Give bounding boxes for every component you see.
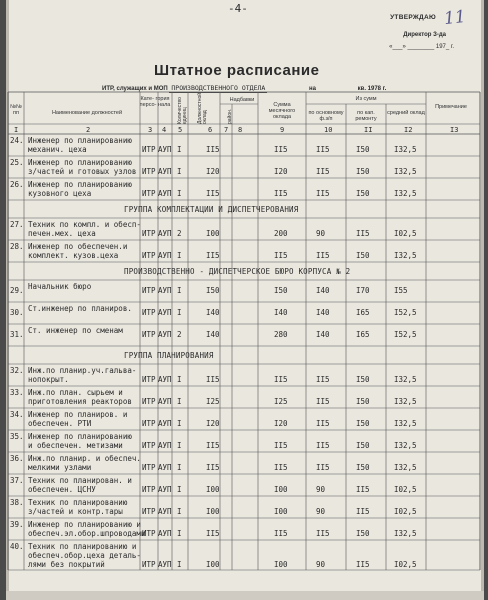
fund2-value: II5 bbox=[356, 485, 370, 494]
quantity-value: 2 bbox=[177, 229, 182, 238]
row-number: 29. bbox=[10, 286, 24, 295]
personnel-category: ИТР bbox=[142, 251, 156, 260]
personnel-subcategory: АУП bbox=[158, 145, 172, 154]
header-qty: Количество единиц bbox=[177, 97, 188, 124]
fund1-value: I40 bbox=[316, 308, 330, 317]
position-name-cont: обеспечен. РТИ bbox=[28, 419, 92, 428]
salary-value: I50 bbox=[206, 286, 220, 295]
position-name-cont: приготовления реакторов bbox=[28, 397, 132, 406]
salary-value: I40 bbox=[206, 308, 220, 317]
salary-value: II5 bbox=[206, 375, 220, 384]
fund2-value: I50 bbox=[356, 397, 370, 406]
fund2-value: I50 bbox=[356, 145, 370, 154]
position-name: Инж.по план. сырьем и bbox=[28, 388, 123, 397]
date-line: «___» ________ 197_ г. bbox=[389, 44, 454, 50]
fund2-value: I50 bbox=[356, 529, 370, 538]
monthly-sum-value: II5 bbox=[274, 463, 288, 472]
column-number: 10 bbox=[324, 126, 333, 134]
position-name: Ст.инженер по планиров. bbox=[28, 304, 132, 313]
personnel-category: ИТР bbox=[142, 529, 156, 538]
avg-salary-value: I32,5 bbox=[394, 463, 417, 472]
row-number: 39. bbox=[10, 520, 24, 529]
subtitle-year: кв. 1978 г. bbox=[357, 86, 387, 92]
monthly-sum-value: I40 bbox=[274, 308, 288, 317]
salary-value: I20 bbox=[206, 419, 220, 428]
fund1-value: 90 bbox=[316, 229, 326, 238]
fund2-value: II5 bbox=[356, 507, 370, 516]
header-allow-a: район. bbox=[227, 108, 233, 124]
fund1-value: II5 bbox=[316, 167, 330, 176]
position-name-cont: кузовного цеха bbox=[28, 189, 92, 198]
fund1-value: II5 bbox=[316, 251, 330, 260]
salary-value: I00 bbox=[206, 485, 220, 494]
monthly-sum-value: II5 bbox=[274, 189, 288, 198]
position-name: Ст. инженер по сменам bbox=[28, 326, 123, 335]
position-name-cont: механич. цеха bbox=[28, 145, 87, 154]
row-number: 32. bbox=[10, 366, 24, 375]
personnel-category: ИТР bbox=[142, 560, 156, 569]
fund2-value: I65 bbox=[356, 330, 370, 339]
fund1-value: 90 bbox=[316, 507, 326, 516]
fund1-value: II5 bbox=[316, 419, 330, 428]
avg-salary-value: I32,5 bbox=[394, 189, 417, 198]
position-name-cont: лями без покрытий bbox=[28, 560, 105, 569]
quantity-value: I bbox=[177, 308, 182, 317]
salary-value: II5 bbox=[206, 189, 220, 198]
quantity-value: I bbox=[177, 560, 182, 569]
page-number: -4- bbox=[228, 2, 248, 15]
monthly-sum-value: I00 bbox=[274, 507, 288, 516]
page-bottom-shadow bbox=[6, 591, 484, 600]
column-number: 8 bbox=[238, 126, 243, 134]
monthly-sum-value: I20 bbox=[274, 167, 288, 176]
salary-value: II5 bbox=[206, 441, 220, 450]
avg-salary-value: I32,5 bbox=[394, 145, 417, 154]
position-name-cont: обеспечен. ЦСНУ bbox=[28, 485, 96, 494]
monthly-sum-value: II5 bbox=[274, 529, 288, 538]
monthly-sum-value: II5 bbox=[274, 145, 288, 154]
avg-salary-value: I02,5 bbox=[394, 485, 417, 494]
header-salary: Должностной оклад bbox=[197, 92, 208, 124]
personnel-category: ИТР bbox=[142, 463, 156, 472]
column-number: 2 bbox=[86, 126, 91, 134]
quantity-value: I bbox=[177, 145, 182, 154]
section-heading: ГРУППА ПЛАНИРОВАНИЯ bbox=[124, 351, 214, 360]
header-from-funds: Из сумм bbox=[355, 96, 377, 102]
fund1-value: II5 bbox=[316, 189, 330, 198]
avg-salary-value: I32,5 bbox=[394, 375, 417, 384]
column-number: I3 bbox=[450, 126, 459, 134]
row-number: 28. bbox=[10, 242, 24, 251]
header-monthly-sum: Сумма месячного оклада bbox=[268, 102, 296, 120]
handwritten-page-number: 11 bbox=[443, 6, 467, 30]
position-name: Инж.по планир. и обеспеч. bbox=[28, 454, 141, 463]
fund2-value: I50 bbox=[356, 441, 370, 450]
avg-salary-value: I02,5 bbox=[394, 229, 417, 238]
salary-value: I00 bbox=[206, 229, 220, 238]
column-number: 9 bbox=[280, 126, 285, 134]
salary-value: II5 bbox=[206, 529, 220, 538]
salary-value: I40 bbox=[206, 330, 220, 339]
personnel-category: ИТР bbox=[142, 485, 156, 494]
monthly-sum-value: I25 bbox=[274, 397, 288, 406]
monthly-sum-value: I00 bbox=[274, 485, 288, 494]
department-name: ПРОИЗВОДСТВЕННОГО ОТДЕЛА bbox=[171, 84, 266, 92]
subtitle-prefix: ИТР, служащих и МОП bbox=[102, 86, 168, 92]
column-number: 4 bbox=[162, 126, 167, 134]
quantity-value: I bbox=[177, 375, 182, 384]
avg-salary-value: I32,5 bbox=[394, 397, 417, 406]
quantity-value: I bbox=[177, 397, 182, 406]
personnel-category: ИТР bbox=[142, 330, 156, 339]
position-name-cont: обеспеч.эл.обор.шпроводами bbox=[28, 529, 146, 538]
personnel-subcategory: АУП bbox=[158, 251, 172, 260]
position-name: Начальник бюро bbox=[28, 282, 92, 291]
fund2-value: I50 bbox=[356, 463, 370, 472]
personnel-subcategory: АУП bbox=[158, 189, 172, 198]
personnel-subcategory: АУП bbox=[158, 167, 172, 176]
monthly-sum-value: II5 bbox=[274, 251, 288, 260]
fund1-value: I40 bbox=[316, 286, 330, 295]
row-number: 33. bbox=[10, 388, 24, 397]
fund1-value: II5 bbox=[316, 463, 330, 472]
section-heading: ГРУППА КОМПЛЕКТАЦИИ И ДИСПЕТЧЕРОВАНИЯ bbox=[124, 205, 299, 214]
salary-value: II5 bbox=[206, 463, 220, 472]
fund2-value: I50 bbox=[356, 167, 370, 176]
salary-value: I00 bbox=[206, 507, 220, 516]
monthly-sum-value: II5 bbox=[274, 375, 288, 384]
salary-value: II5 bbox=[206, 251, 220, 260]
row-number: 34. bbox=[10, 410, 24, 419]
fund1-value: II5 bbox=[316, 375, 330, 384]
row-number: 24. bbox=[10, 136, 24, 145]
position-name: Техник по планированию bbox=[28, 498, 128, 507]
fund2-value: I50 bbox=[356, 375, 370, 384]
fund1-value: II5 bbox=[316, 145, 330, 154]
position-name-cont: обеспеч.обор.цеха деталь- bbox=[28, 551, 141, 560]
personnel-subcategory: АУП bbox=[158, 419, 172, 428]
fund1-value: II5 bbox=[316, 397, 330, 406]
fund2-value: I70 bbox=[356, 286, 370, 295]
personnel-subcategory: АУП bbox=[158, 330, 172, 339]
salary-value: I00 bbox=[206, 560, 220, 569]
monthly-sum-value: 280 bbox=[274, 330, 288, 339]
monthly-sum-value: I00 bbox=[274, 560, 288, 569]
position-name: Техник по планирован. и bbox=[28, 476, 132, 485]
header-note: Примечание bbox=[435, 104, 467, 110]
personnel-category: ИТР bbox=[142, 145, 156, 154]
column-number: I2 bbox=[404, 126, 413, 134]
quantity-value: I bbox=[177, 189, 182, 198]
row-number: 26. bbox=[10, 180, 24, 189]
quantity-value: I bbox=[177, 419, 182, 428]
personnel-subcategory: АУП bbox=[158, 441, 172, 450]
row-number: 38. bbox=[10, 498, 24, 507]
row-number: 36. bbox=[10, 454, 24, 463]
director-line: Директор З-да bbox=[403, 32, 446, 38]
fund2-value: II5 bbox=[356, 229, 370, 238]
personnel-subcategory: АУП bbox=[158, 507, 172, 516]
quantity-value: I bbox=[177, 529, 182, 538]
header-name: Наименование должностей bbox=[51, 110, 123, 116]
position-name: Техник по планированию и bbox=[28, 542, 137, 551]
personnel-subcategory: АУП bbox=[158, 286, 172, 295]
position-name: Инженер по обеспечен.и bbox=[28, 242, 128, 251]
header-category: Кате- гория персо- нала bbox=[139, 96, 171, 108]
row-number: 30. bbox=[10, 308, 24, 317]
row-number: 31. bbox=[10, 330, 24, 339]
quantity-value: I bbox=[177, 286, 182, 295]
avg-salary-value: I32,5 bbox=[394, 251, 417, 260]
position-name: Инженер по планированию и bbox=[28, 520, 141, 529]
quantity-value: I bbox=[177, 251, 182, 260]
avg-salary-value: I02,5 bbox=[394, 560, 417, 569]
position-name-cont: з/частей и готовых узлов bbox=[28, 167, 137, 176]
position-name-cont: мелкими узлами bbox=[28, 463, 92, 472]
avg-salary-value: I52,5 bbox=[394, 308, 417, 317]
monthly-sum-value: I20 bbox=[274, 419, 288, 428]
section-heading: ПРОИЗВОДСТВЕННО - ДИСПЕТЧЕРСКОЕ БЮРО КОРПУСА № 2 bbox=[124, 267, 351, 276]
header-num: №№ пп bbox=[10, 104, 22, 116]
quantity-value: I bbox=[177, 463, 182, 472]
position-name: Инженер по планированию bbox=[28, 180, 132, 189]
personnel-category: ИТР bbox=[142, 419, 156, 428]
fund1-value: 90 bbox=[316, 560, 326, 569]
column-number: 7 bbox=[224, 126, 229, 134]
avg-salary-value: I55 bbox=[394, 286, 408, 295]
column-number: 3 bbox=[148, 126, 153, 134]
avg-salary-value: I02,5 bbox=[394, 507, 417, 516]
fund2-value: I65 bbox=[356, 308, 370, 317]
fund1-value: I40 bbox=[316, 330, 330, 339]
fund1-value: 90 bbox=[316, 485, 326, 494]
position-name: Инженер по планированию bbox=[28, 432, 132, 441]
personnel-subcategory: АУП bbox=[158, 397, 172, 406]
personnel-category: ИТР bbox=[142, 189, 156, 198]
quantity-value: I bbox=[177, 441, 182, 450]
position-name-cont: з/частей и контр.тары bbox=[28, 507, 123, 516]
header-allowances: Надбавки bbox=[229, 97, 255, 103]
personnel-subcategory: АУП bbox=[158, 463, 172, 472]
personnel-category: ИТР bbox=[142, 167, 156, 176]
personnel-subcategory: АУП bbox=[158, 308, 172, 317]
personnel-category: ИТР bbox=[142, 507, 156, 516]
row-number: 25. bbox=[10, 158, 24, 167]
salary-value: I25 bbox=[206, 397, 220, 406]
column-number: II bbox=[364, 126, 373, 134]
row-number: 27. bbox=[10, 220, 24, 229]
personnel-category: ИТР bbox=[142, 308, 156, 317]
quantity-value: 2 bbox=[177, 330, 182, 339]
quantity-value: I bbox=[177, 485, 182, 494]
row-number: 35. bbox=[10, 432, 24, 441]
monthly-sum-value: I50 bbox=[274, 286, 288, 295]
position-name: Инж.по планир.уч.гальва- bbox=[28, 366, 137, 375]
document-title: Штатное расписание bbox=[154, 62, 320, 79]
column-number: 6 bbox=[208, 126, 213, 134]
position-name: Техник по компл. и обесп- bbox=[28, 220, 141, 229]
subtitle-on: на bbox=[308, 86, 316, 92]
header-fund2: по кап. ремонту bbox=[355, 110, 377, 122]
fund1-value: II5 bbox=[316, 441, 330, 450]
fund1-value: II5 bbox=[316, 529, 330, 538]
approval-stamp: УТВЕРЖДАЮ bbox=[390, 14, 436, 21]
personnel-subcategory: АУП bbox=[158, 229, 172, 238]
personnel-category: ИТР bbox=[142, 375, 156, 384]
personnel-category: ИТР bbox=[142, 229, 156, 238]
position-name: Инженер по планированию bbox=[28, 136, 132, 145]
row-number: 37. bbox=[10, 476, 24, 485]
position-name: Инженер по планиров. и bbox=[28, 410, 128, 419]
personnel-category: ИТР bbox=[142, 441, 156, 450]
avg-salary-value: I32,5 bbox=[394, 167, 417, 176]
fund2-value: I50 bbox=[356, 189, 370, 198]
row-number: 40. bbox=[10, 542, 24, 551]
avg-salary-value: I32,5 bbox=[394, 419, 417, 428]
position-name-cont: комплект. кузов.цеха bbox=[28, 251, 119, 260]
personnel-category: ИТР bbox=[142, 397, 156, 406]
position-name: Инженер по планированию bbox=[28, 158, 132, 167]
monthly-sum-value: 200 bbox=[274, 229, 288, 238]
position-name-cont: печен.мех. цеха bbox=[28, 229, 96, 238]
salary-value: II5 bbox=[206, 145, 220, 154]
personnel-subcategory: АУП bbox=[158, 375, 172, 384]
personnel-category: ИТР bbox=[142, 286, 156, 295]
personnel-subcategory: АУП bbox=[158, 560, 172, 569]
header-fund1: по основному ф.з/п bbox=[308, 110, 344, 122]
avg-salary-value: I32,5 bbox=[394, 529, 417, 538]
column-number: 5 bbox=[178, 126, 183, 134]
fund2-value: II5 bbox=[356, 560, 370, 569]
column-number: I bbox=[14, 126, 19, 134]
avg-salary-value: I32,5 bbox=[394, 441, 417, 450]
salary-value: I20 bbox=[206, 167, 220, 176]
position-name-cont: нопокрыт. bbox=[28, 375, 69, 384]
quantity-value: I bbox=[177, 167, 182, 176]
avg-salary-value: I52,5 bbox=[394, 330, 417, 339]
position-name-cont: и обеспечен. метизами bbox=[28, 441, 123, 450]
personnel-subcategory: АУП bbox=[158, 485, 172, 494]
personnel-subcategory: АУП bbox=[158, 529, 172, 538]
header-avg: средний оклад bbox=[387, 110, 425, 116]
fund2-value: I50 bbox=[356, 419, 370, 428]
quantity-value: I bbox=[177, 507, 182, 516]
monthly-sum-value: II5 bbox=[274, 441, 288, 450]
fund2-value: I50 bbox=[356, 251, 370, 260]
document-page bbox=[6, 0, 484, 600]
